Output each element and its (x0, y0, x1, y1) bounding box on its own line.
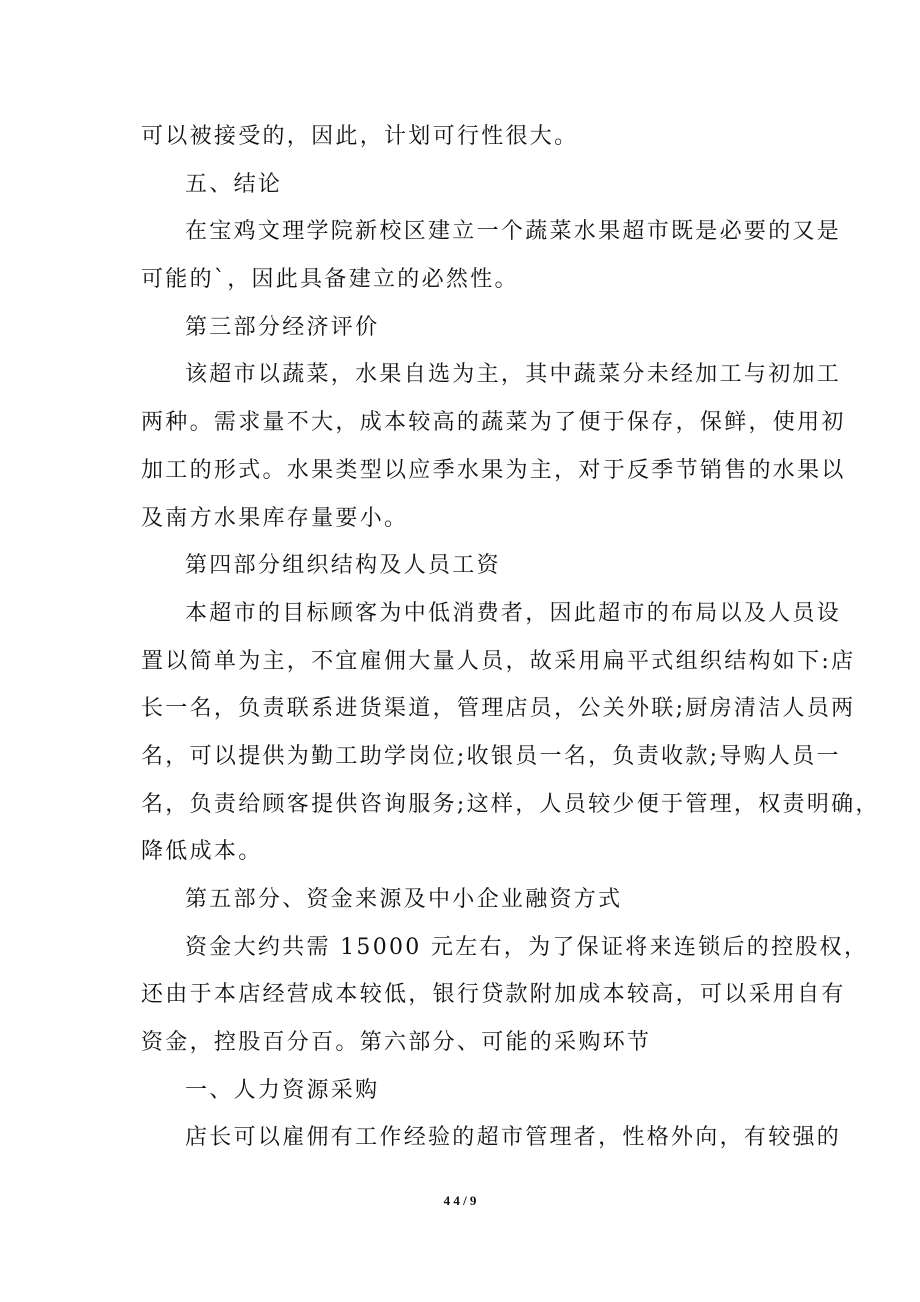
body-line: 名，负责给顾客提供咨询服务;这样，人员较少便于管理，权责明确， (141, 791, 880, 817)
body-line: 本超市的目标顾客为中低消费者，因此超市的布局以及人员设 (185, 600, 842, 626)
section-heading-funding: 第五部分、资金来源及中小企业融资方式 (185, 887, 623, 912)
body-line: 可以被接受的，因此，计划可行性很大。 (141, 124, 579, 149)
body-line: 降低成本。 (141, 839, 263, 865)
body-line: 长一名，负责联系进货渠道，管理店员，公关外联;厨房清洁人员两 (141, 696, 856, 722)
body-line: 在宝鸡文理学院新校区建立一个蔬菜水果超市既是必要的又是 (185, 219, 842, 245)
document-body (141, 113, 880, 1162)
page-number: 4 4 / 9 (443, 1193, 477, 1208)
body-line: 置以简单为主，不宜雇佣大量人员，故采用扁平式组织结构如下:店 (141, 648, 856, 674)
body-line: 资金大约共需 15000 元左右，为了保证将来连锁后的控股权， (185, 934, 869, 960)
body-line: 店长可以雇佣有工作经验的超市管理者，性格外向，有较强的 (185, 1125, 842, 1151)
section-heading-hr-procurement: 一、人力资源采购 (185, 1077, 380, 1103)
body-line: 加工的形式。水果类型以应季水果为主，对于反季节销售的水果以 (141, 457, 846, 483)
body-line: 可能的`，因此具备建立的必然性。 (141, 267, 519, 293)
body-line: 名，可以提供为勤工助学岗位;收银员一名，负责收款;导购人员一 (141, 743, 841, 769)
body-line: 该超市以蔬菜，水果自选为主，其中蔬菜分未经加工与初加工 (185, 362, 842, 388)
body-line: 及南方水果库存量要小。 (141, 505, 409, 531)
section-heading-economic-evaluation: 第三部分经济评价 (185, 314, 380, 340)
section-heading-organization: 第四部分组织结构及人员工资 (185, 553, 501, 579)
section-heading-conclusion: 五、结论 (185, 171, 283, 197)
body-line: 还由于本店经营成本较低，银行贷款附加成本较高，可以采用自有 (141, 982, 846, 1008)
body-line: 两种。需求量不大，成本较高的蔬菜为了便于保存，保鲜，使用初 (141, 410, 846, 436)
body-line: 资金，控股百分百。第六部分、可能的采购环节 (141, 1030, 652, 1056)
